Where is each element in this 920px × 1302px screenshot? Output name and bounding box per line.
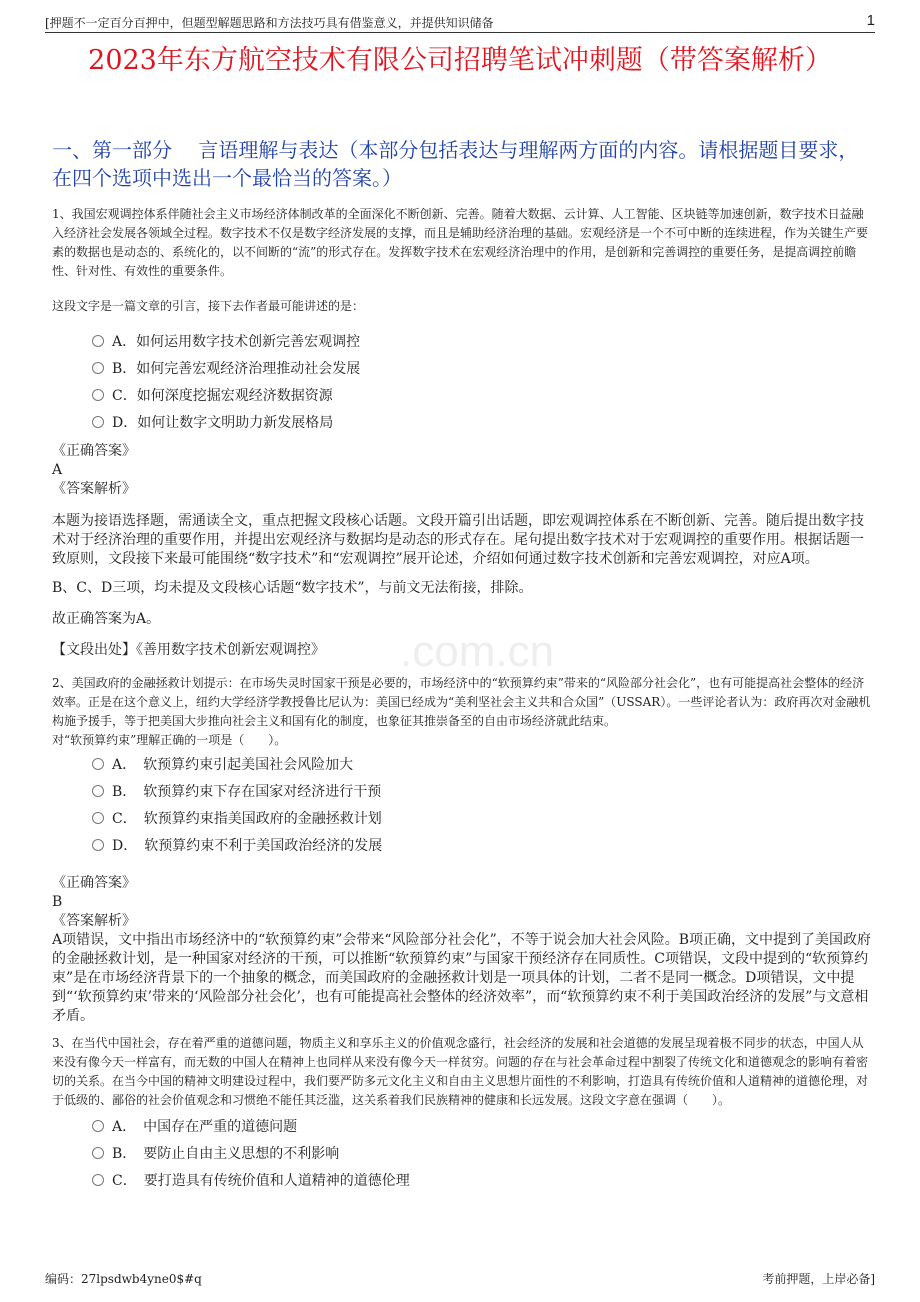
option-label: D． 软预算约束不利于美国政治经济的发展: [112, 838, 383, 854]
q1-option-a[interactable]: [92, 333, 872, 352]
option-label: A． 中国存在严重的道德问题: [112, 1119, 298, 1135]
radio-icon: [92, 362, 104, 374]
q3-option-b[interactable]: [92, 1145, 872, 1164]
q1-option-d[interactable]: [92, 414, 872, 433]
radio-icon: [92, 1120, 104, 1132]
q1-analysis-label: 《答案解析》: [52, 481, 136, 497]
doc-title: 2023年东方航空技术有限公司招聘笔试冲刺题（带答案解析）: [88, 45, 832, 76]
q1-source: 【文段出处】《善用数字技术创新宏观调控》: [52, 642, 325, 658]
q1-analysis-2: B、C、D三项，均未提及文段核心话题“数字技术”，与前文无法衔接，排除。: [52, 580, 533, 596]
q1-answer-label: 《正确答案》: [52, 443, 136, 459]
q1-analysis-1: 本题为接语选择题，需通读全文，重点把握文段核心话题。文段开篇引出话题，即宏观调控体系在不断创新、完善。随后提出数字技术对于经济治理的重要作用，并提出宏观经济与数据均是动态的形式存在。尾句提出数字技术对于宏观调控的重要作用。根据话题一致原则，文段接下来最可能围绕“数字技术”和“宏观调控”展开论述，介绍如何通过数字技术创新和完善宏观调控，对应A项。: [52, 513, 864, 567]
q1-option-b[interactable]: [92, 360, 872, 379]
q2-option-d[interactable]: [92, 837, 872, 856]
q2-analysis: A项错误，文中指出市场经济中的“软预算约束”会带来“风险部分社会化”，不等于说会加大社会风险。B项正确，文中提到了美国政府的金融拯救计划，是一种国家对经济的干预，可以推断“软预算约束”与国家干预经济存在同质性。C项错误，文段中提到的“软预算约束”是在市场经济背景下的一个抽象的概念，而美国政府的金融拯救计划是一项具体的计划，二者不是同一概念。D项错误，文中提到“‘软预算约束’带来的‘风险部分社会化’，也有可能提高社会整体的经济效率”，而“软预算约束不利于美国政治经济的发展”与文意相矛盾。: [52, 932, 872, 1024]
q1-stem: 1、我国宏观调控体系伴随社会主义市场经济体制改革的全面深化不断创新、完善。随着大数据、云计算、人工智能、区块链等加速创新，数字技术日益融入经济社会发展各领域全过程。数字技术不仅是数字经济发展的支撑，而且是辅助经济治理的基础。宏观经济是一个不可中断的连续进程，作为关键生产要素的数据也是动态的、系统化的，以不间断的“流”的形式存在。发挥数字技术在宏观经济治理中的作用，是创新和完善调控的重要任务，是提高调控前瞻性、针对性、有效性的重要条件。: [52, 207, 869, 278]
q3-stem: 3、在当代中国社会，存在着严重的道德问题，物质主义和享乐主义的价值观念盛行，社会经济的发展和社会道德的发展呈现着极不同步的状态，中国人从来没有像今天一样富有，而无数的中国人在精神上也同样从来没有像今天一样贫穷。问题的存在与社会革命过程中割裂了传统文化和道德观念的影响有着密切的关系。在当今中国的精神文明建设过程中，我们要严防多元文化主义和自由主义思想片面性的不利影响，打造具有传统价值和人道精神的道德伦理，对于低级的、鄙俗的社会价值观念和习惯绝不能任其泛滥，这关系着我们民族精神的健康和长远发展。这段文字意在强调（ ）。: [52, 1036, 869, 1107]
q2-answer-label: 《正确答案》: [52, 875, 136, 891]
radio-icon: [92, 416, 104, 428]
document-body: [52, 79, 872, 1191]
option-label: B． 软预算约束下存在国家对经济进行干预: [112, 784, 382, 800]
option-label: A． 软预算约束引起美国社会风险加大: [112, 757, 354, 773]
radio-icon: [92, 812, 104, 824]
q2-option-c[interactable]: [92, 810, 872, 829]
q2-stem: 2、美国政府的金融拯救计划提示：在市场失灵时国家干预是必要的，市场经济中的“软预算约束”带来的“风险部分社会化”，也有可能提高社会整体的经济效率。正是在这个意义上，纽约大学经济学教授鲁比尼认为：美国已经成为“美利坚社会主义共和合众国”（USSAR）。一些评论者认为：政府再次对金融机构施予援手，等于把美国大步推向社会主义和国有化的制度，也象征其推崇备至的自由市场经济就此结束。: [52, 676, 871, 728]
footer-code: 编码：27lpsdwb4yne0$#q: [45, 1272, 202, 1286]
page-header: [45, 14, 875, 33]
q2-option-b[interactable]: [92, 783, 872, 802]
option-label: C．如何深度挖掘宏观经济数据资源: [112, 388, 333, 404]
radio-icon: [92, 785, 104, 797]
option-label: A．如何运用数字技术创新完善宏观调控: [112, 334, 361, 350]
radio-icon: [92, 1147, 104, 1159]
radio-icon: [92, 1174, 104, 1186]
q1-analysis-3: 故正确答案为A。: [52, 611, 161, 627]
q1-option-c[interactable]: [92, 387, 872, 406]
radio-icon: [92, 335, 104, 347]
q2-analysis-label: 《答案解析》: [52, 913, 136, 929]
page-number: 1: [866, 12, 875, 29]
option-label: C． 软预算约束指美国政府的金融拯救计划: [112, 811, 382, 827]
q2-ask: 对“软预算约束”理解正确的一项是（ ）。: [52, 733, 287, 747]
page-footer: [45, 1260, 875, 1288]
radio-icon: [92, 839, 104, 851]
q3-option-c[interactable]: [92, 1172, 872, 1191]
option-label: C． 要打造具有传统价值和人道精神的道德伦理: [112, 1173, 410, 1189]
q3-option-a[interactable]: [92, 1118, 872, 1137]
watermark: .com.cn: [400, 627, 555, 676]
q2-answer: B: [52, 894, 63, 910]
footer-slogan: 考前押题，上岸必备]: [762, 1272, 875, 1286]
q1-answer: A: [52, 462, 63, 478]
q2-option-a[interactable]: [92, 756, 872, 775]
option-label: D．如何让数字文明助力新发展格局: [112, 415, 334, 431]
section-heading: 一、第一部分 言语理解与表达（本部分包括表达与理解两方面的内容。请根据题目要求，在四个选项中选出一个最恰当的答案。）: [52, 138, 859, 190]
radio-icon: [92, 389, 104, 401]
option-label: B． 要防止自由主义思想的不利影响: [112, 1146, 340, 1162]
header-text: [押题不一定百分百押中，但题型解题思路和方法技巧具有借鉴意义，并提供知识储备: [45, 16, 494, 30]
q1-ask: 这段文字是一篇文章的引言，接下去作者最可能讲述的是：: [52, 299, 365, 313]
radio-icon: [92, 758, 104, 770]
option-label: B．如何完善宏观经济治理推动社会发展: [112, 361, 361, 377]
